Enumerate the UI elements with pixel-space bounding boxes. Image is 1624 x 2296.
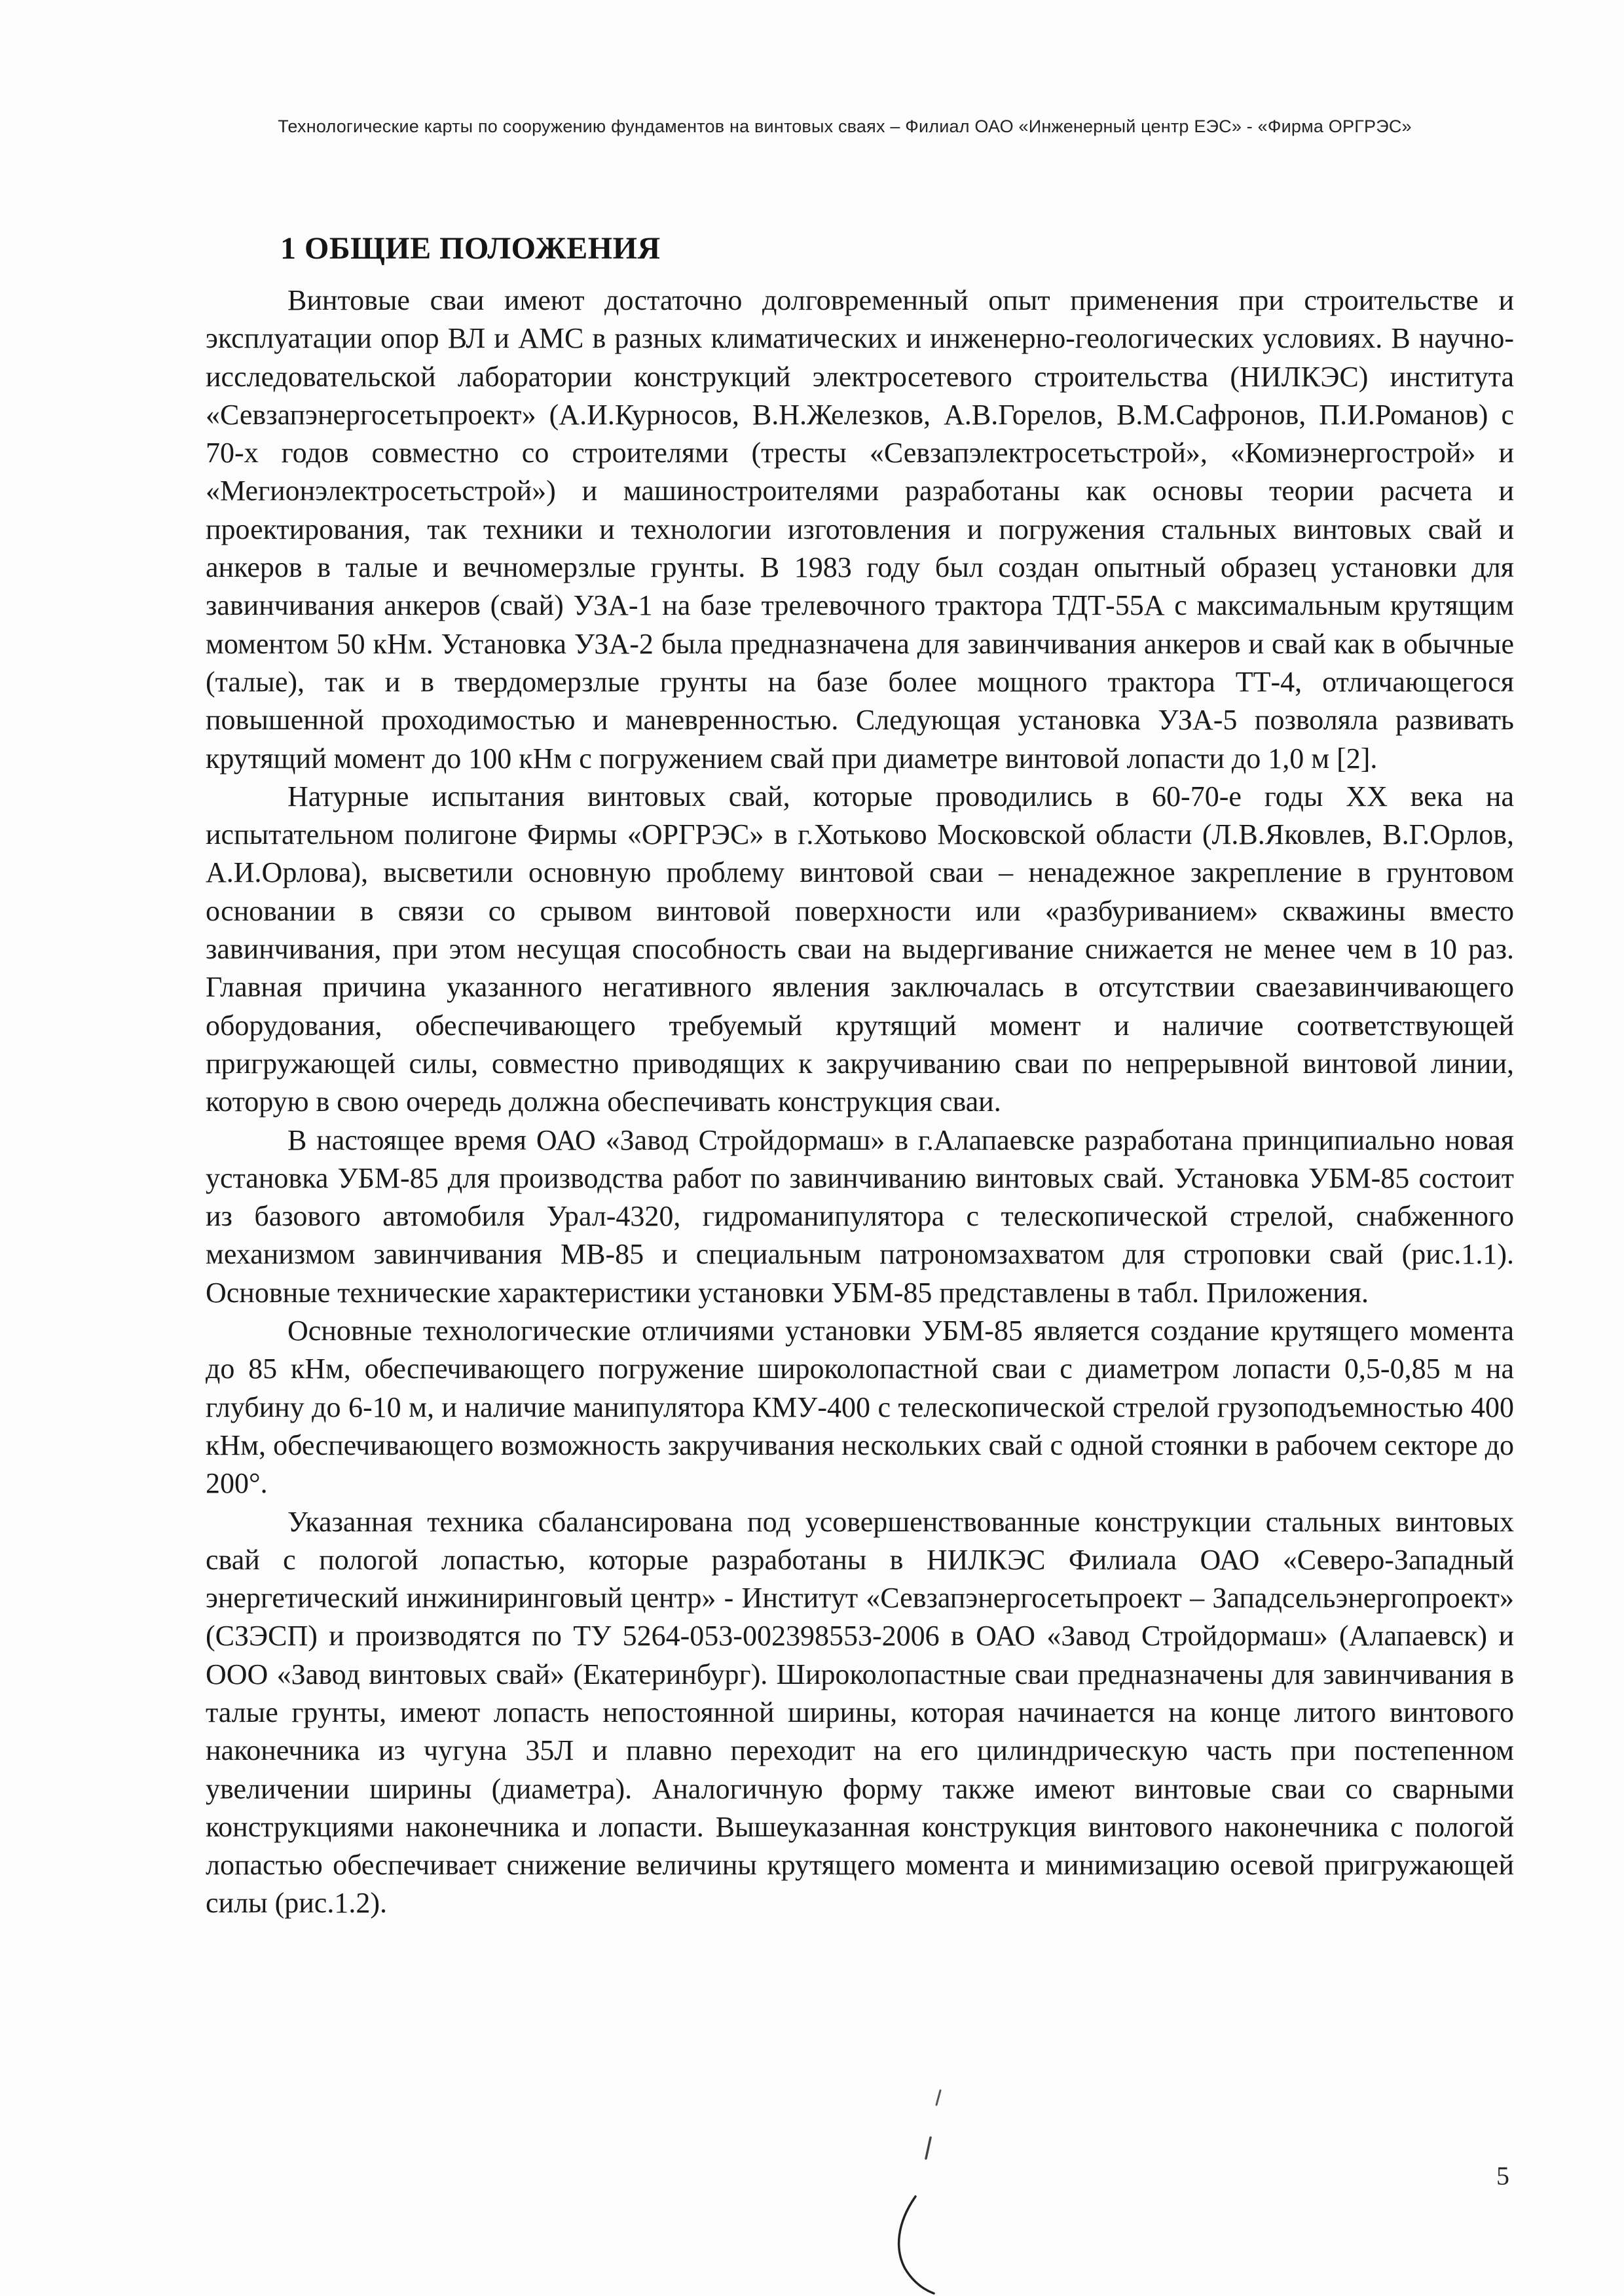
paragraph: Основные технологические отличиями установки УБМ-85 является создание крутящего момента до 85 кНм, обеспечивающего погружение широколопастной сваи с диаметром лопасти 0,5-0,85 м на глубину до 6-10 м, и наличие манипулятора КМУ-400 с телескопической стрелой грузоподъемностью 400 кНм, обеспечивающего возможность закручивания нескольких свай с одной стоянки в рабочем секторе до 200°. bbox=[206, 1315, 1514, 1500]
body-text bbox=[206, 282, 1514, 1923]
page-number: 5 bbox=[1496, 2161, 1509, 2191]
section-title: 1 ОБЩИЕ ПОЛОЖЕНИЯ bbox=[280, 231, 661, 266]
handwritten-margin-mark bbox=[863, 2085, 968, 2295]
paragraph: В настоящее время ОАО «Завод Стройдормаш» в г.Алапаевске разработана принципиально новая установка УБМ-85 для производства работ по завинчиванию винтовых свай. Установка УБМ-85 состоит из базового автомобиля Урал-4320, гидроманипулятора с телескопической стрелой, снабженного механизмом завинчивания МВ-85 и специальным патрономзахватом для строповки свай (рис.1.1). Основные технические характеристики установки УБМ-85 представлены в табл. Приложения. bbox=[206, 1123, 1514, 1309]
paragraph: Натурные испытания винтовых свай, которые проводились в 60-70-е годы XX века на испытательном полигоне Фирмы «ОРГРЭС» в г.Хотьково Московской области (Л.В.Яковлев, В.Г.Орлов, А.И.Орлова), высветили основную проблему винтовой сваи – ненадежное закрепление в грунтовом основании в связи со срывом винтовой поверхности или «разбуриванием» скважины вместо завинчивания, при этом несущая способность сваи на выдергивание снижается не менее чем в 10 раз. Главная причина указанного негативного явления заключалась в отсутствии сваезавинчивающего оборудования, обеспечивающего требуемый крутящий момент и наличие соответствующей пригружающей силы, совместно приводящих к закручиванию сваи по непрерывной винтовой линии, которую в свою очередь должна обеспечивать конструкция сваи. bbox=[206, 780, 1514, 1118]
running-header: Технологические карты по сооружению фундаментов на винтовых сваях – Филиал ОАО «Инженерный центр ЕЭС» - «Фирма ОРГРЭС» bbox=[278, 117, 1412, 136]
paragraph: Винтовые сваи имеют достаточно долговременный опыт применения при строительстве и эксплуатации опор ВЛ и АМС в разных климатических и инженерно-геологических условиях. В научно-исследовательской лаборатории конструкций электросетевого строительства (НИЛКЭС) института «Севзапэнергосетьпроект» (А.И.Курносов, В.Н.Железков, А.В.Горелов, В.М.Сафронов, П.И.Романов) с 70-х годов совместно со строителями (тресты «Севзапэлектросетьстрой», «Комиэнергострой» и «Мегионэлектросетьстрой») и машиностроителями разработаны как основы теории расчета и проектирования, так техники и технологии изготовления и погружения стальных винтовых свай и анкеров в талые и вечномерзлые грунты. В 1983 году был создан опытный образец установки для завинчивания анкеров (свай) УЗА-1 на базе трелевочного трактора ТДТ-55А с максимальным крутящим моментом 50 кНм. Установка УЗА-2 была предназначена для завинчивания анкеров и свай как в обычные (талые), так и в твердомерзлые грунты на базе более мощного трактора ТТ-4, отличающегося повышенной проходимостью и маневренностью. Следующая установка УЗА-5 позволяла развивать крутящий момент до 100 кНм с погружением свай при диаметре винтовой лопасти до 1,0 м [2]. bbox=[206, 284, 1514, 774]
paragraph: Указанная техника сбалансирована под усовершенствованные конструкции стальных винтовых свай с пологой лопастью, которые разработаны в НИЛКЭС Филиала ОАО «Северо-Западный энергетический инжиниринговый центр» - Институт «Севзапэнергосетьпроект – Западсельэнергопроект» (СЗЭСП) и производятся по ТУ 5264-053-002398553-2006 в ОАО «Завод Стройдормаш» (Алапаевск) и ООО «Завод винтовых свай» (Екатеринбург). Широколопастные сваи предназначены для завинчивания в талые грунты, имеют лопасть непостоянной ширины, которая начинается на конце литого винтового наконечника из чугуна 35Л и плавно переходит на его цилиндрическую часть при постепенном увеличении ширины (диаметра). Аналогичную форму также имеют винтовые сваи со сварными конструкциями наконечника и лопасти. Вышеуказанная конструкция винтового наконечника с пологой лопастью обеспечивает снижение величины крутящего момента и минимизацию осевой пригружающей силы (рис.1.2). bbox=[206, 1505, 1514, 1920]
